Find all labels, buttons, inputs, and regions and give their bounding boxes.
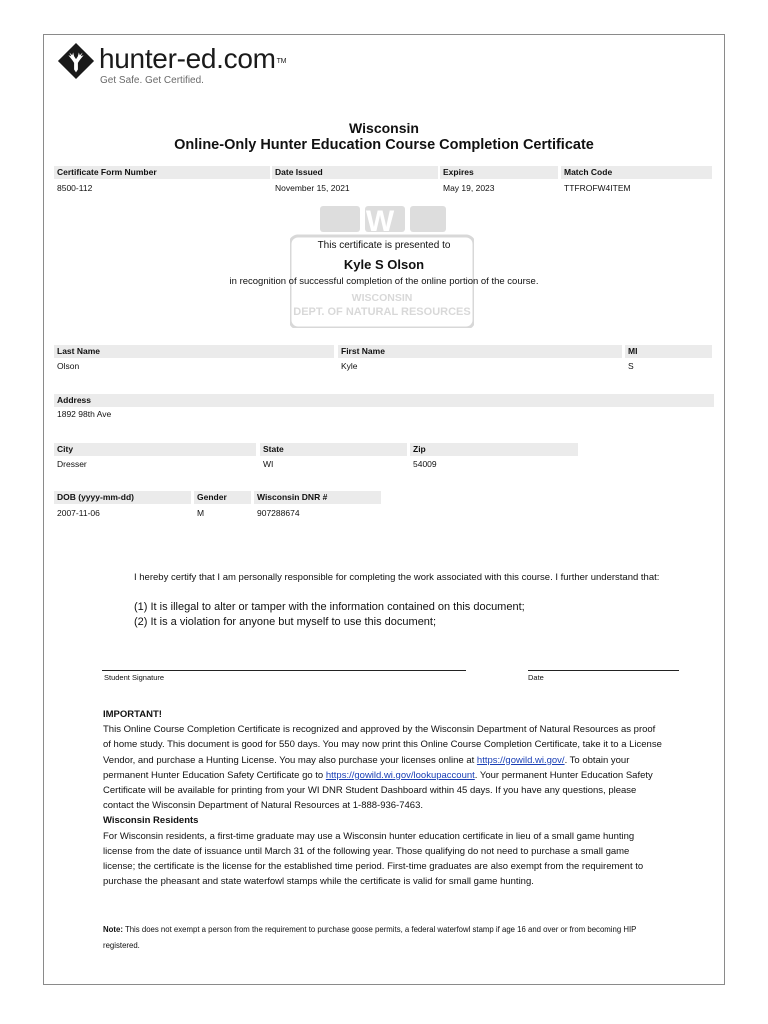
certificate-state-title: Wisconsin <box>349 120 419 136</box>
form-number-value: 8500-112 <box>57 183 93 193</box>
date-signature-line[interactable] <box>528 670 679 671</box>
first-name-value: Kyle <box>341 361 358 371</box>
dnr-number-header: Wisconsin DNR # <box>254 491 381 504</box>
residents-heading: Wisconsin Residents <box>103 815 199 827</box>
city-header: City <box>54 443 256 456</box>
address-value: 1892 98th Ave <box>57 409 112 419</box>
certification-item-1: (1) It is illegal to alter or tamper with the information contained on this document; <box>134 601 525 613</box>
zip-header: Zip <box>410 443 578 456</box>
student-signature-label: Student Signature <box>104 673 165 682</box>
gender-header: Gender <box>194 491 251 504</box>
certificate-course-title: Online-Only Hunter Education Course Completion Certificate <box>174 137 594 153</box>
state-value: WI <box>263 459 274 469</box>
dob-header: DOB (yyyy-mm-dd) <box>54 491 191 504</box>
date-signature-label: Date <box>528 673 544 682</box>
dob-value: 2007-11-06 <box>57 508 100 518</box>
gender-value: M <box>197 508 205 518</box>
last-name-value: Olson <box>57 361 80 371</box>
logo-wordmark: hunter-ed.com™ <box>99 43 287 74</box>
match-code-header: Match Code <box>561 166 712 179</box>
gowild-link[interactable]: https://gowild.wi.gov/ <box>476 754 565 766</box>
address-header: Address <box>54 394 714 407</box>
state-header: State <box>260 443 407 456</box>
mi-value: S <box>628 361 634 371</box>
last-name-header: Last Name <box>54 345 334 358</box>
form-number-header: Certificate Form Number <box>54 166 270 179</box>
important-section <box>103 707 663 889</box>
date-issued-value: November 15, 2021 <box>275 183 350 193</box>
mi-header: MI <box>625 345 712 358</box>
trademark-symbol: TM <box>276 58 287 65</box>
first-name-header: First Name <box>338 345 622 358</box>
lookup-account-link[interactable]: https://gowild.wi.gov/lookupaccount <box>325 769 475 781</box>
dnr-number-value: 907288674 <box>257 508 300 518</box>
match-code-value: TTFROFW4ITEM <box>564 183 631 193</box>
svg-text:DEPT. OF NATURAL RESOURCES: DEPT. OF NATURAL RESOURCES <box>293 306 471 318</box>
logo-tagline: Get Safe. Get Certified. <box>100 75 204 86</box>
note-label: Note: <box>103 925 123 934</box>
residents-paragraph: For Wisconsin residents, a first-time graduate may use a Wisconsin hunter education certificate in lieu of a small game hunting license from the date of issuance until March 31 of the following year. Those qualifying do not need to purchase a small game license; the certificate is the license for the established time period. First-time graduates are also exempt from the requirement to purchase the pheasant and state waterfowl stamps while the certificate is valid for small game hunting. <box>103 830 644 888</box>
date-issued-header: Date Issued <box>272 166 438 179</box>
important-heading: IMPORTANT! <box>103 709 162 720</box>
important-paragraph: This Online Course Completion Certificate is recognized and approved by the Wisconsin Department of Natural Resources as proof of home study. This document is good for 550 days. You may now print this Online Course Completion Certificate, take it to a License Vendor, and purchase a Hunting License. You may also purchase your licenses online at https://gowild.wi.gov/. To obtain your permanent Hunter Education Safety Certificate go to https://gowild.wi.gov/lookupaccount. Your permanent Hunter Education Safety Certificate will be available for printing from your WI DNR Student Dashboard within 45 days. If you have any questions, please contact the Wisconsin Department of Natural Resources at 1-888-936-7463. <box>103 724 662 812</box>
certification-statement: I hereby certify that I am personally responsible for completing the work associated with this course. I further understand that: <box>134 572 660 583</box>
expires-header: Expires <box>440 166 558 179</box>
deer-head-logo-icon <box>57 42 95 80</box>
expires-value: May 19, 2023 <box>443 183 495 193</box>
svg-text:W: W <box>365 206 395 238</box>
recognition-text: in recognition of successful completion of the online portion of the course. <box>229 276 539 287</box>
certification-item-2: (2) It is a violation for anyone but myself to use this document; <box>134 616 437 628</box>
note-paragraph: Note: This does not exempt a person from the requirement to purchase goose permits, a federal waterfowl stamp if age 16 and over or from becoming HIP registered. <box>103 925 637 950</box>
student-signature-line[interactable] <box>102 670 466 671</box>
city-value: Dresser <box>57 459 87 469</box>
zip-value: 54009 <box>413 459 437 469</box>
recipient-name: Kyle S Olson <box>343 257 425 272</box>
svg-text:WISCONSIN: WISCONSIN <box>351 292 413 304</box>
presented-to-text: This certificate is presented to <box>317 240 451 251</box>
